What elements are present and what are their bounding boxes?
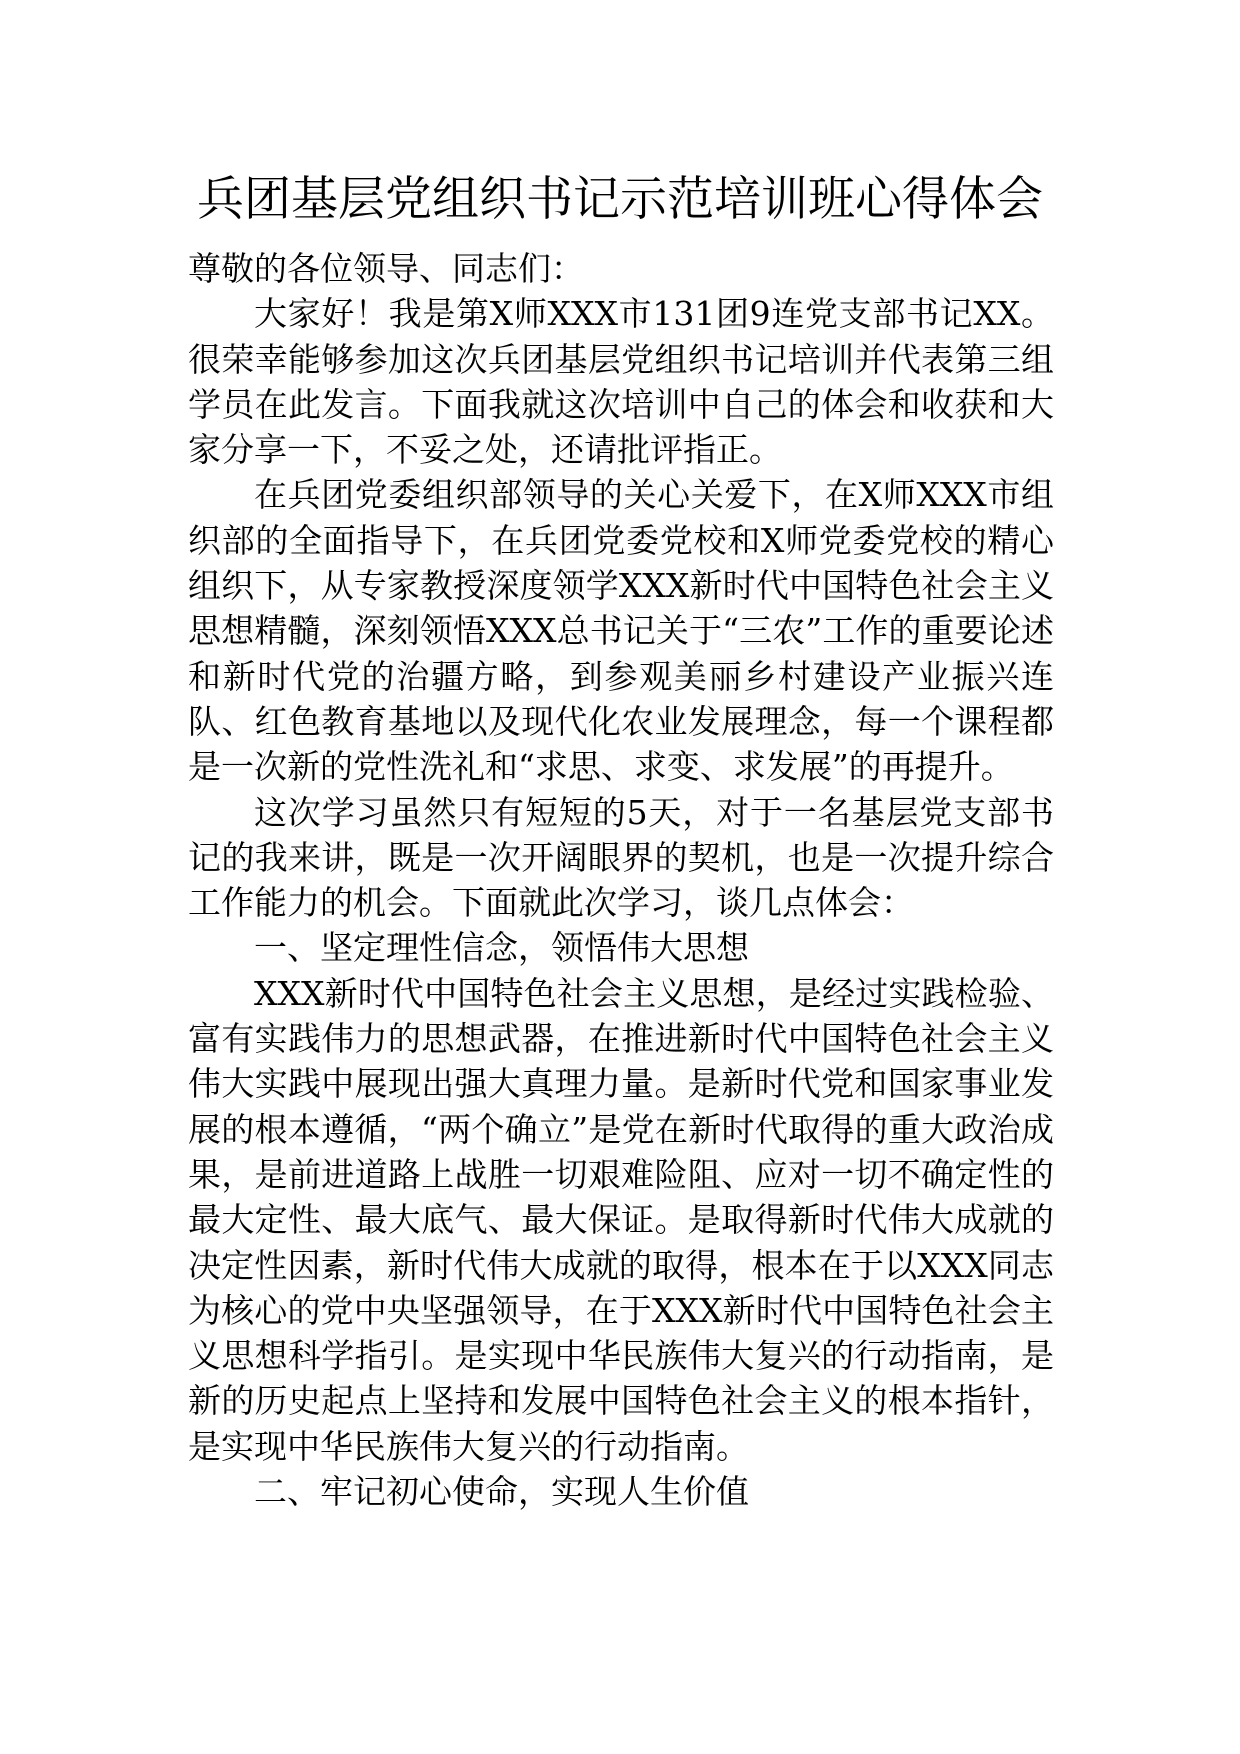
document-title: 兵团基层党组织书记示范培训班心得体会: [197, 172, 1043, 227]
section-heading-2: 二、牢记初心使命，实现人生价值: [254, 1472, 749, 1512]
document-body: [188, 246, 1054, 1514]
salutation: 尊敬的各位领导、同志们：: [188, 249, 584, 288]
section-heading-1: 一、坚定理性信念，领悟伟大思想: [254, 928, 749, 968]
paragraph-learning-summary: 这次学习虽然只有短短的5天，对于一名基层党支部书记的我来讲，既是一次开阔眼界的契机，也是一次提升综合工作能力的机会。下面就此次学习，谈几点体会：: [188, 792, 1054, 923]
paragraph-intro: 大家好！我是第X师XXX市131团9连党支部书记XX。很荣幸能够参加这次兵团基层党组织书记培训并代表第三组学员在此发言。下面我就这次培训中自己的体会和收获和大家分享一下，不妥之处，还请批评指正。: [188, 294, 1054, 470]
paragraph-thought: XXX新时代中国特色社会主义思想，是经过实践检验、富有实践伟力的思想武器，在推进新时代中国特色社会主义伟大实践中展现出强大真理力量。是新时代党和国家事业发展的根本遵循，“两个确立”是党在新时代取得的重大政治成果，是前进道路上战胜一切艰难险阻、应对一切不确定性的最大定性、最大底气、最大保证。是取得新时代伟大成就的决定性因素，新时代伟大成就的取得，根本在于以XXX同志为核心的党中央坚强领导，在于XXX新时代中国特色社会主义思想科学指引。是实现中华民族伟大复兴的行动指南，是新的历史起点上坚持和发展中国特色社会主义的根本指针，是实现中华民族伟大复兴的行动指南。: [188, 973, 1054, 1466]
paragraph-training-content: 在兵团党委组织部领导的关心关爱下，在X师XXX市组织部的全面指导下，在兵团党委党校和X师党委党校的精心组织下，从专家教授深度领学XXX新时代中国特色社会主义思想精髓，深刻领悟XXX总书记关于“三农”工作的重要论述和新时代党的治疆方略，到参观美丽乡村建设产业振兴连队、红色教育基地以及现代化农业发展理念，每一个课程都是一次新的党性洗礼和“求思、求变、求发展”的再提升。: [188, 475, 1054, 787]
